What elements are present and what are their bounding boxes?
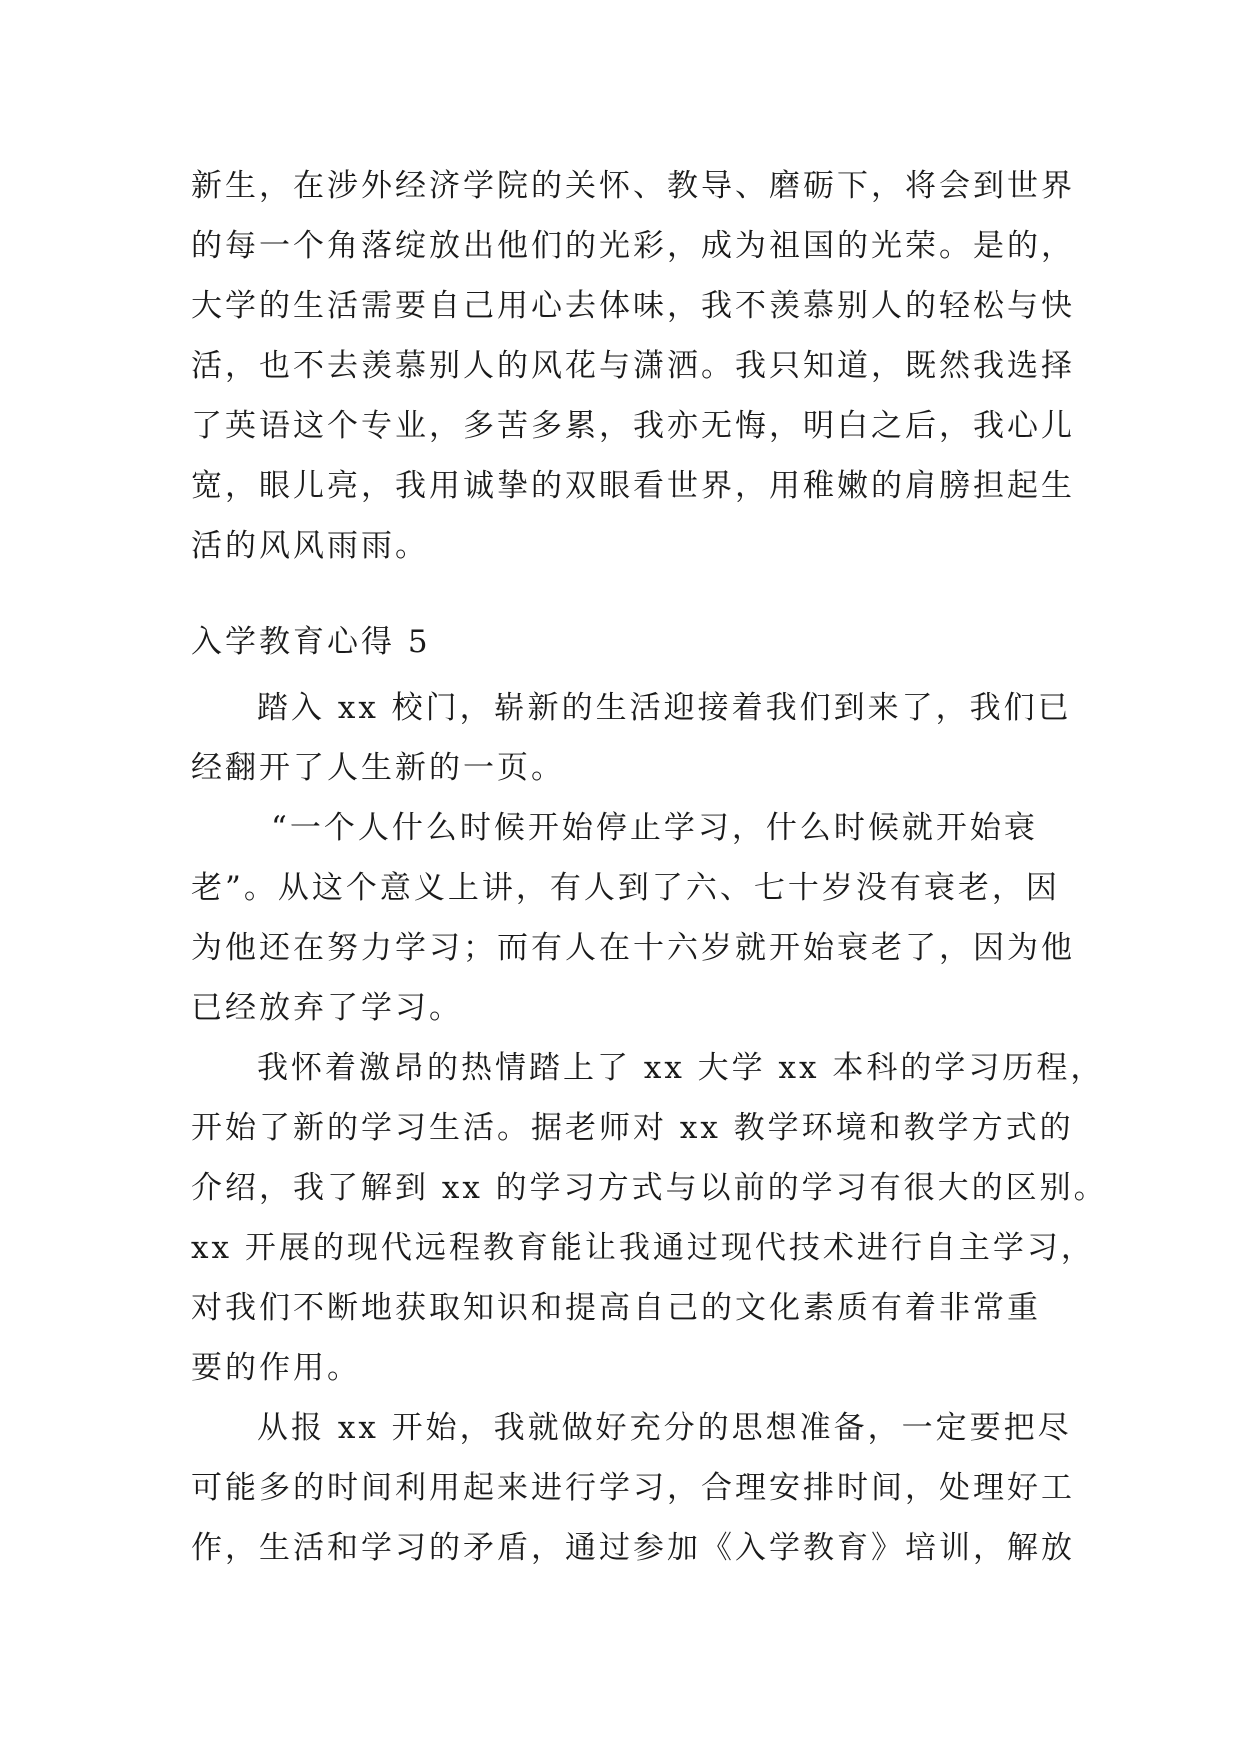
text-line: 老”。从这个意义上讲，有人到了六、七十岁没有衰老，因: [191, 870, 1060, 906]
text-line: 对我们不断地获取知识和提高自己的文化素质有着非常重: [191, 1290, 1041, 1326]
text-line: 已经放弃了学习。: [191, 990, 463, 1026]
text-line: 活，也不去羡慕别人的风花与潇洒。我只知道，既然我选择: [191, 348, 1075, 384]
text-line: xx 开展的现代远程教育能让我通过现代技术进行自主学习，: [191, 1230, 1095, 1266]
text-line: 作，生活和学习的矛盾，通过参加《入学教育》培训，解放: [191, 1530, 1075, 1566]
text-line: “一个人什么时候开始停止学习，什么时候就开始衰: [271, 810, 1038, 846]
text-line: 了英语这个专业，多苦多累，我亦无悔，明白之后，我心儿: [191, 408, 1075, 444]
text-line: 介绍，我了解到 xx 的学习方式与以前的学习有很大的区别。: [191, 1170, 1108, 1206]
section-body: [191, 678, 1108, 1578]
paragraph-continuation: [191, 156, 1075, 576]
text-line: 踏入 xx 校门，崭新的生活迎接着我们到来了，我们已: [257, 690, 1072, 726]
text-line: 大学的生活需要自己用心去体味，我不羡慕别人的轻松与快: [191, 288, 1075, 324]
text-line: 我怀着激昂的热情踏上了 xx 大学 xx 本科的学习历程，: [257, 1050, 1105, 1086]
text-line: 活的风风雨雨。: [191, 528, 429, 564]
text-line: 可能多的时间利用起来进行学习，合理安排时间，处理好工: [191, 1470, 1075, 1506]
section-heading: 入学教育心得 5: [191, 624, 431, 660]
text-line: 要的作用。: [191, 1350, 361, 1386]
text-line: 宽，眼儿亮，我用诚挚的双眼看世界，用稚嫩的肩膀担起生: [191, 468, 1075, 504]
text-line: 开始了新的学习生活。据老师对 xx 教学环境和教学方式的: [191, 1110, 1074, 1146]
text-line: 新生，在涉外经济学院的关怀、教导、磨砺下，将会到世界: [191, 168, 1075, 204]
text-line: 从报 xx 开始，我就做好充分的思想准备，一定要把尽: [257, 1410, 1072, 1446]
text-line: 经翻开了人生新的一页。: [191, 750, 565, 786]
text-line: 的每一个角落绽放出他们的光彩，成为祖国的光荣。是的，: [191, 228, 1075, 264]
text-line: 为他还在努力学习；而有人在十六岁就开始衰老了，因为他: [191, 930, 1075, 966]
